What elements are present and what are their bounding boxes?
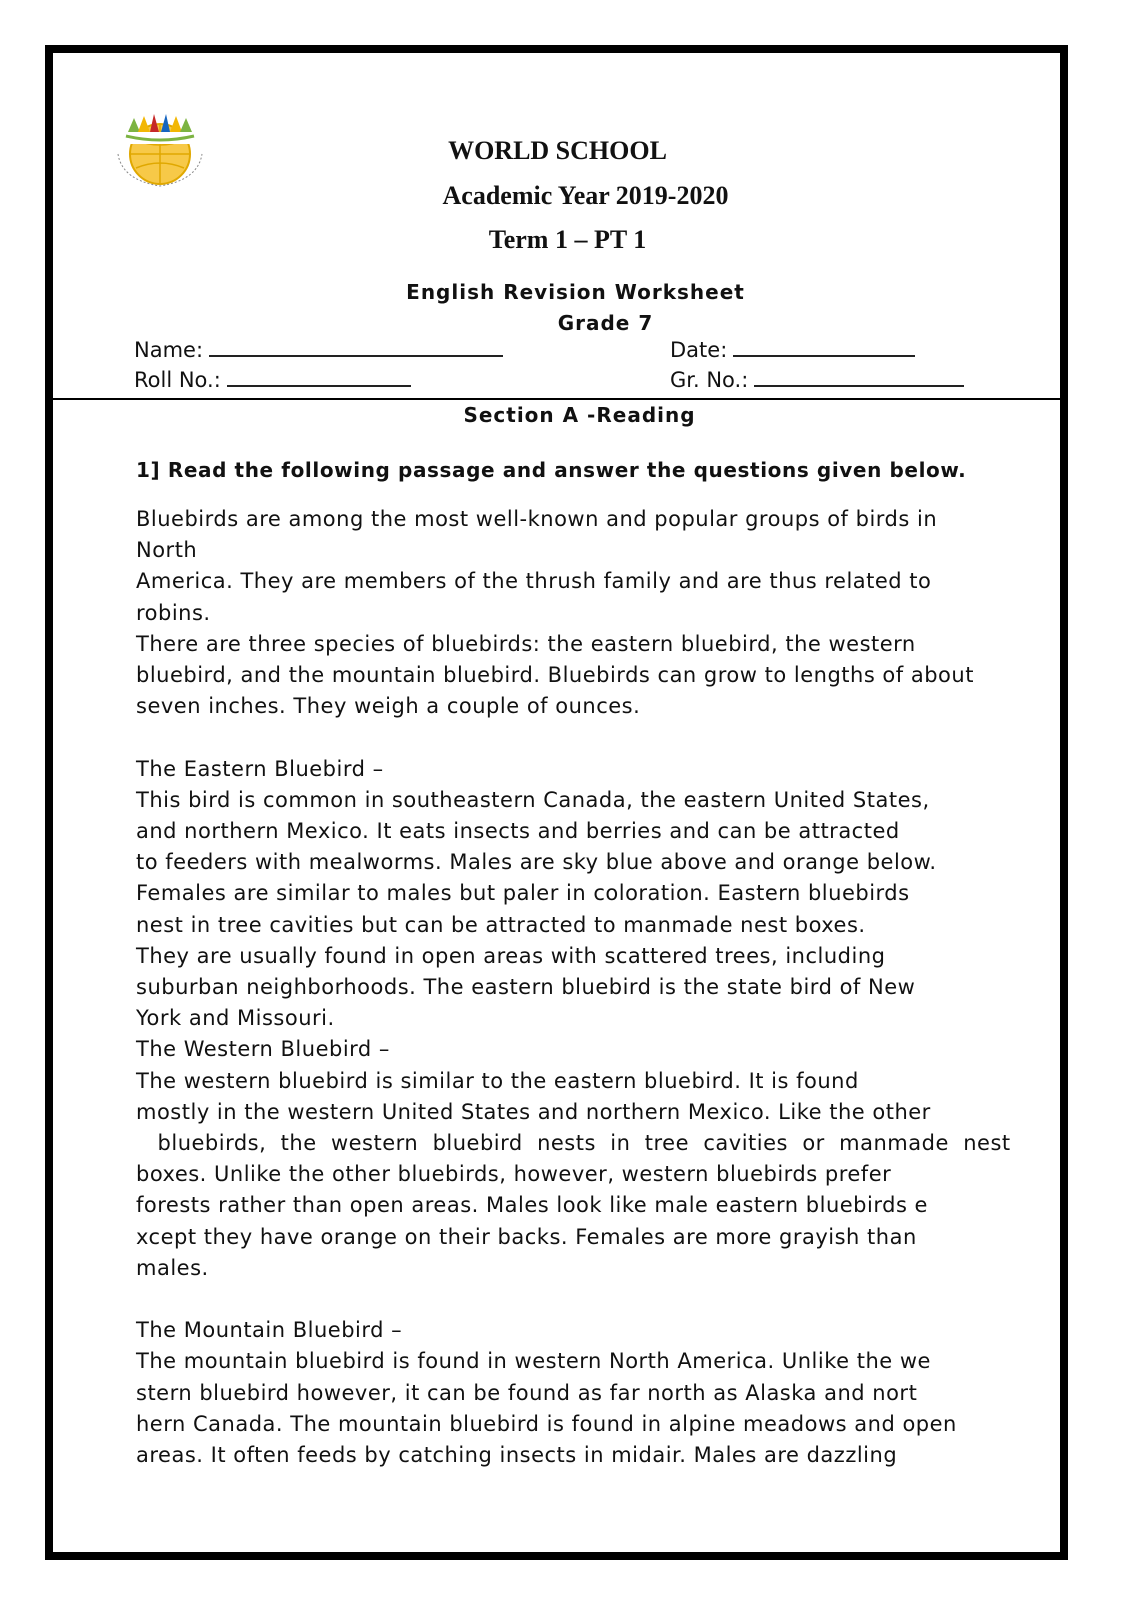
question-1: 1] Read the following passage and answer the questions given below. [136, 458, 967, 482]
passage-line: The western bluebird is similar to the eastern bluebird. It is found [136, 1068, 859, 1093]
date-blank[interactable] [733, 337, 915, 357]
eastern-heading: The Eastern Bluebird – [136, 756, 384, 781]
passage-line: stern bluebird however, it can be found as far north as Alaska and nort [136, 1380, 918, 1405]
passage-line: suburban neighborhoods. The eastern bluebird is the state bird of New [136, 975, 916, 1000]
passage-line: hern Canada. The mountain bluebird is found in alpine meadows and open [136, 1411, 957, 1436]
header-divider [53, 398, 1060, 400]
date-field[interactable] [670, 337, 915, 362]
passage-line: bluebirds, the western bluebird nests in tree cavities or manmade nest [136, 1131, 1011, 1156]
passage-line: There are three species of bluebirds: the eastern bluebird, the western [136, 631, 916, 656]
passage-line: Bluebirds are among the most well-known and popular groups of birds in North [136, 507, 938, 563]
roll-blank[interactable] [227, 367, 411, 387]
passage-line: They are usually found in open areas with scattered trees, including [136, 943, 886, 968]
passage-line: The mountain bluebird is found in western North America. Unlike the we [136, 1349, 931, 1374]
passage-line: mostly in the western United States and northern Mexico. Like the other [136, 1099, 931, 1124]
roll-label: Roll No.: [134, 368, 221, 392]
intro-paragraph [136, 504, 986, 722]
gr-label: Gr. No.: [670, 368, 749, 392]
passage-line: bluebird, and the mountain bluebird. Bluebirds can grow to lengths of about [136, 663, 974, 688]
passage-line: Females are similar to males but paler in coloration. Eastern bluebirds [136, 881, 910, 906]
passage-line: to feeders with mealworms. Males are sky blue above and orange below. [136, 850, 937, 875]
passage-line: males. [136, 1255, 209, 1280]
term-title: Term 1 – PT 1 [488, 225, 647, 254]
passage [136, 504, 1011, 1471]
name-label: Name: [134, 338, 204, 362]
passage-line: and northern Mexico. It eats insects and berries and can be attracted [136, 819, 900, 844]
eastern-paragraph [136, 785, 986, 1035]
passage-line: seven inches. They weigh a couple of ounces. [136, 694, 641, 719]
gr-blank[interactable] [754, 367, 964, 387]
western-paragraph [136, 1066, 1011, 1284]
passage-line: boxes. Unlike the other bluebirds, however, western bluebirds prefer [136, 1162, 892, 1187]
passage-line: nest in tree cavities but can be attracted to manmade nest boxes. [136, 912, 866, 937]
school-name: WORLD SCHOOL [448, 136, 667, 165]
western-heading: The Western Bluebird – [136, 1037, 390, 1062]
passage-line: This bird is common in southeastern Canada, the eastern United States, [136, 787, 930, 812]
worksheet-title: English Revision Worksheet [406, 280, 745, 304]
roll-field[interactable] [134, 367, 411, 392]
grade-label: Grade 7 [557, 311, 654, 335]
name-blank[interactable] [209, 337, 503, 357]
date-label: Date: [670, 338, 728, 362]
passage-line: forests rather than open areas. Males look like male eastern bluebirds e [136, 1193, 928, 1218]
passage-line: York and Missouri. [136, 1006, 335, 1031]
mountain-heading: The Mountain Bluebird – [136, 1318, 403, 1343]
mountain-paragraph [136, 1346, 986, 1471]
gr-field[interactable] [670, 367, 964, 392]
section-title: Section A -Reading [463, 403, 696, 427]
passage-line: areas. It often feeds by catching insects in midair. Males are dazzling [136, 1443, 898, 1468]
passage-line: America. They are members of the thrush family and are thus related to robins. [136, 569, 932, 625]
academic-year: Academic Year 2019-2020 [442, 181, 729, 210]
name-field[interactable] [134, 337, 503, 362]
passage-line: xcept they have orange on their backs. Females are more grayish than [136, 1224, 917, 1249]
